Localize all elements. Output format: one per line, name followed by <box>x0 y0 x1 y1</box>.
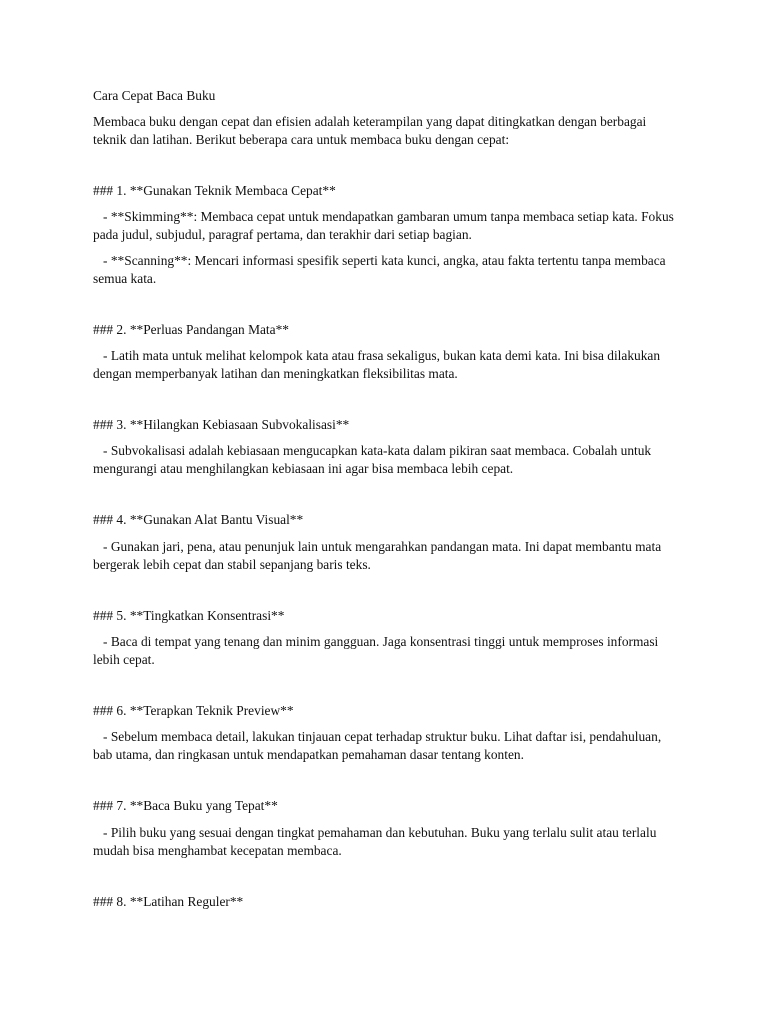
section-4-item: - Gunakan jari, pena, atau penunjuk lain untuk mengarahkan pandangan mata. Ini dapat membantu mata bergerak lebih cepat dan stabil sepanjang baris teks. <box>93 539 665 572</box>
section-heading-3: ### 3. **Hilangkan Kebiasaan Subvokalisasi** <box>93 417 350 432</box>
section-heading-8: ### 8. **Latihan Reguler** <box>93 894 244 909</box>
section-2-item: - Latih mata untuk melihat kelompok kata atau frasa sekaligus, bukan kata demi kata. Ini bisa dilakukan dengan memperbanyak latihan dan meningkatkan fleksibilitas mata. <box>93 348 664 381</box>
section-heading-4: ### 4. **Gunakan Alat Bantu Visual** <box>93 512 304 527</box>
section-heading-2: ### 2. **Perluas Pandangan Mata** <box>93 322 289 337</box>
section-heading-5: ### 5. **Tingkatkan Konsentrasi** <box>93 608 285 623</box>
section-heading-7: ### 7. **Baca Buku yang Tepat** <box>93 798 278 813</box>
section-1-item-skimming: - **Skimming**: Membaca cepat untuk mendapatkan gambaran umum tanpa membaca setiap kata. Fokus pada judul, subjudul, paragraf pertama, dan terakhir dari setiap bagian. <box>93 209 678 242</box>
section-6-item: - Sebelum membaca detail, lakukan tinjauan cepat terhadap struktur buku. Lihat daftar isi, pendahuluan, bab utama, dan ringkasan untuk mendapatkan pemahaman dasar tentang konten. <box>93 729 665 762</box>
section-heading-6: ### 6. **Terapkan Teknik Preview** <box>93 703 294 718</box>
section-1-item-scanning: - **Scanning**: Mencari informasi spesifik seperti kata kunci, angka, atau fakta tertentu tanpa membaca semua kata. <box>93 253 669 286</box>
section-heading-1: ### 1. **Gunakan Teknik Membaca Cepat** <box>93 183 336 198</box>
section-3-item: - Subvokalisasi adalah kebiasaan mengucapkan kata-kata dalam pikiran saat membaca. Cobalah untuk mengurangi atau menghilangkan kebiasaan ini agar bisa membaca lebih cepat. <box>93 443 655 476</box>
section-5-item: - Baca di tempat yang tenang dan minim gangguan. Jaga konsentrasi tinggi untuk memproses informasi lebih cepat. <box>93 634 662 667</box>
document-title: Cara Cepat Baca Buku <box>93 88 216 103</box>
intro-paragraph: Membaca buku dengan cepat dan efisien adalah keterampilan yang dapat ditingkatkan dengan berbagai teknik dan latihan. Berikut beberapa cara untuk membaca buku dengan cepat: <box>93 114 650 147</box>
section-7-item: - Pilih buku yang sesuai dengan tingkat pemahaman dan kebutuhan. Buku yang terlalu sulit atau terlalu mudah bisa menghambat kecepatan membaca. <box>93 825 660 858</box>
